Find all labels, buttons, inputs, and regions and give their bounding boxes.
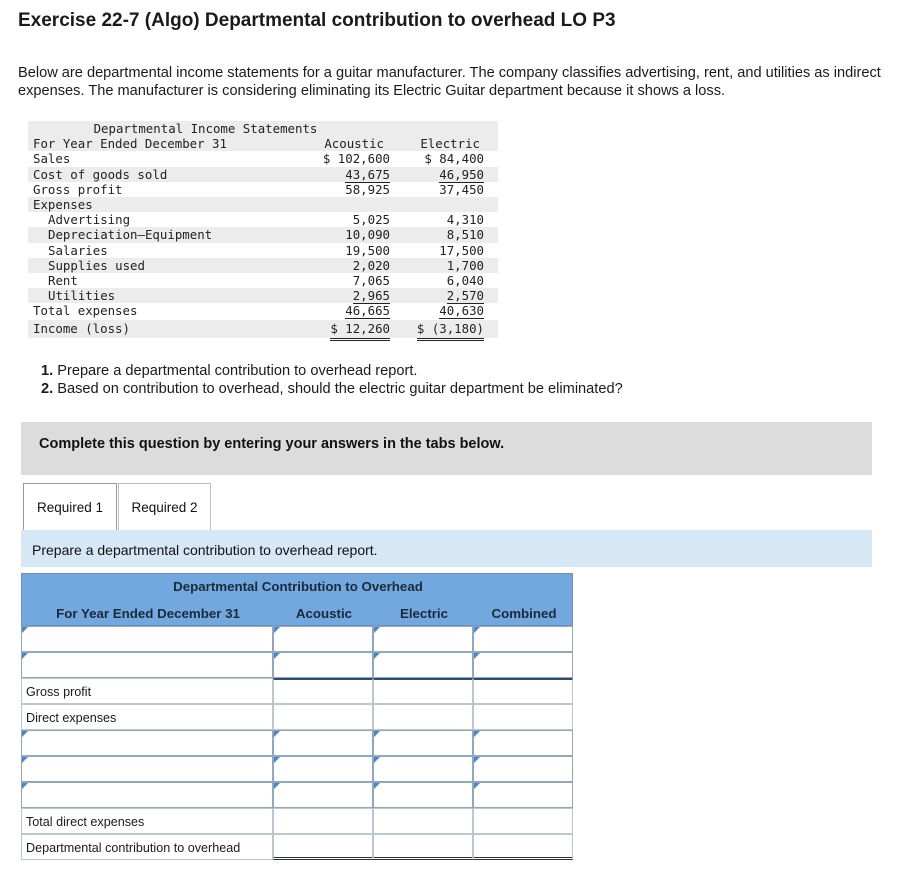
contribution-report-grid <box>21 573 573 860</box>
electric-value: 40,630 <box>439 303 484 319</box>
utilities-row <box>28 288 498 303</box>
electric-input[interactable] <box>373 756 473 782</box>
instruction-banner: Prepare a departmental contribution to overhead report. <box>21 530 872 567</box>
electric-value: $ 84,400 <box>424 151 484 167</box>
combined-total-direct[interactable] <box>473 808 573 834</box>
report-row-expense-input <box>21 782 573 808</box>
tab-bar <box>21 483 872 531</box>
question-number: 2. <box>41 381 54 397</box>
row-label: Departmental contribution to overhead <box>26 841 241 855</box>
rent-row <box>28 273 498 288</box>
col-electric-header: Electric <box>420 136 480 152</box>
statement-title: Departmental Income Statements <box>93 121 318 136</box>
report-row-direct-expenses <box>21 704 573 730</box>
tab-required-1[interactable]: Required 1 <box>23 483 117 531</box>
salaries-row <box>28 243 498 258</box>
acoustic-value: 2,965 <box>352 288 390 304</box>
electric-total-direct[interactable] <box>373 808 473 834</box>
acoustic-gross-profit[interactable] <box>273 678 373 704</box>
acoustic-value: 43,675 <box>345 166 390 182</box>
combined-input[interactable] <box>473 652 573 678</box>
row-label: Total expenses <box>33 303 138 319</box>
gross-profit-label-cell <box>21 678 273 704</box>
electric-value: $ (3,180) <box>417 320 484 341</box>
report-header <box>21 573 573 626</box>
electric-contribution[interactable] <box>373 834 473 860</box>
question-2 <box>41 380 623 398</box>
report-row-total-direct <box>21 808 573 834</box>
question-list <box>41 362 623 398</box>
row-label-input[interactable] <box>21 756 273 782</box>
direct-expenses-label-cell <box>21 704 273 730</box>
report-row-cogs-input <box>21 652 573 678</box>
supplies-row <box>28 258 498 273</box>
acoustic-input[interactable] <box>273 730 373 756</box>
report-period: For Year Ended December 31 <box>56 606 240 621</box>
col-acoustic-header: Acoustic <box>324 136 384 152</box>
row-label: Gross profit <box>26 685 92 699</box>
question-number: 1. <box>41 363 54 379</box>
income-statement-table <box>28 121 498 338</box>
tab-required-2[interactable]: Required 2 <box>118 483 211 530</box>
acoustic-value: 2,020 <box>352 257 390 273</box>
acoustic-value: 19,500 <box>345 242 390 258</box>
acoustic-input[interactable] <box>273 626 373 652</box>
report-title: Departmental Contribution to Overhead <box>173 579 423 594</box>
combined-input[interactable] <box>473 730 573 756</box>
electric-input[interactable] <box>373 626 473 652</box>
row-label: Utilities <box>48 288 116 304</box>
combined-input[interactable] <box>473 756 573 782</box>
report-row-contribution <box>21 834 573 860</box>
combined-input[interactable] <box>473 626 573 652</box>
acoustic-input[interactable] <box>273 756 373 782</box>
col-electric: Electric <box>399 606 449 621</box>
advertising-row <box>28 212 498 227</box>
empty-cell <box>373 704 473 730</box>
electric-input[interactable] <box>373 782 473 808</box>
row-label: Salaries <box>48 242 108 258</box>
empty-cell <box>273 704 373 730</box>
electric-value: 4,310 <box>446 212 484 228</box>
electric-value: 6,040 <box>446 272 484 288</box>
electric-gross-profit[interactable] <box>373 678 473 704</box>
acoustic-value: $ 102,600 <box>322 151 390 167</box>
row-label: Sales <box>33 151 71 167</box>
row-label: Income (loss) <box>33 321 130 337</box>
sales-row <box>28 151 498 166</box>
total-expenses-row <box>28 303 498 318</box>
row-label-input[interactable] <box>21 626 273 652</box>
row-label: Total direct expenses <box>26 815 145 829</box>
expenses-header-row <box>28 197 498 212</box>
gross-profit-row <box>28 182 498 197</box>
row-label: Expenses <box>33 196 93 212</box>
electric-input[interactable] <box>373 652 473 678</box>
row-label: Depreciation—Equipment <box>48 227 213 243</box>
acoustic-value: 5,025 <box>352 212 390 228</box>
row-label: Gross profit <box>33 181 123 197</box>
statement-period: For Year Ended December 31 <box>33 136 227 152</box>
electric-value: 2,570 <box>446 288 484 304</box>
question-1 <box>41 362 623 380</box>
statement-header-row <box>28 136 498 151</box>
acoustic-value: 7,065 <box>352 272 390 288</box>
row-label: Supplies used <box>48 257 145 273</box>
acoustic-total-direct[interactable] <box>273 808 373 834</box>
intro-text: Below are departmental income statements for a guitar manufacturer. The company classifies advertising, rent, and utilities as indirect expenses. The manufacturer is considering eliminating its Electric Guitar department because it shows a loss. <box>18 65 881 99</box>
acoustic-value: 10,090 <box>345 227 390 243</box>
income-row <box>28 320 498 338</box>
electric-value: 1,700 <box>446 257 484 273</box>
electric-value: 37,450 <box>439 181 484 197</box>
statement-title-row <box>28 121 498 136</box>
acoustic-value: $ 12,260 <box>330 320 390 341</box>
col-combined: Combined <box>491 606 557 621</box>
acoustic-value: 58,925 <box>345 181 390 197</box>
combined-contribution[interactable] <box>473 834 573 860</box>
complete-banner: Complete this question by entering your answers in the tabs below. <box>21 422 872 475</box>
row-label: Cost of goods sold <box>33 166 168 182</box>
row-label: Advertising <box>48 212 131 228</box>
combined-input[interactable] <box>473 782 573 808</box>
question-text: Prepare a departmental contribution to overhead report. <box>57 363 418 379</box>
question-text: Based on contribution to overhead, should the electric guitar department be eliminated? <box>57 381 623 397</box>
report-row-gross-profit <box>21 678 573 704</box>
contribution-label-cell <box>21 834 273 860</box>
row-label-input[interactable] <box>21 730 273 756</box>
total-direct-label-cell <box>21 808 273 834</box>
acoustic-input[interactable] <box>273 782 373 808</box>
report-row-expense-input <box>21 756 573 782</box>
row-label: Rent <box>48 272 78 288</box>
acoustic-input[interactable] <box>273 652 373 678</box>
row-label-input[interactable] <box>21 652 273 678</box>
exercise-title: Exercise 22-7 (Algo) Departmental contribution to overhead LO P3 <box>18 10 616 31</box>
col-acoustic: Acoustic <box>295 606 353 621</box>
electric-value: 46,950 <box>439 166 484 182</box>
electric-value: 17,500 <box>439 242 484 258</box>
cogs-row <box>28 167 498 182</box>
depreciation-row <box>28 227 498 242</box>
report-row-expense-input <box>21 730 573 756</box>
report-row-sales-input <box>21 626 573 652</box>
combined-gross-profit[interactable] <box>473 678 573 704</box>
electric-value: 8,510 <box>446 227 484 243</box>
empty-cell <box>473 704 573 730</box>
acoustic-contribution[interactable] <box>273 834 373 860</box>
row-label: Direct expenses <box>26 711 117 725</box>
row-label-input[interactable] <box>21 782 273 808</box>
electric-input[interactable] <box>373 730 473 756</box>
acoustic-value: 46,665 <box>345 303 390 319</box>
